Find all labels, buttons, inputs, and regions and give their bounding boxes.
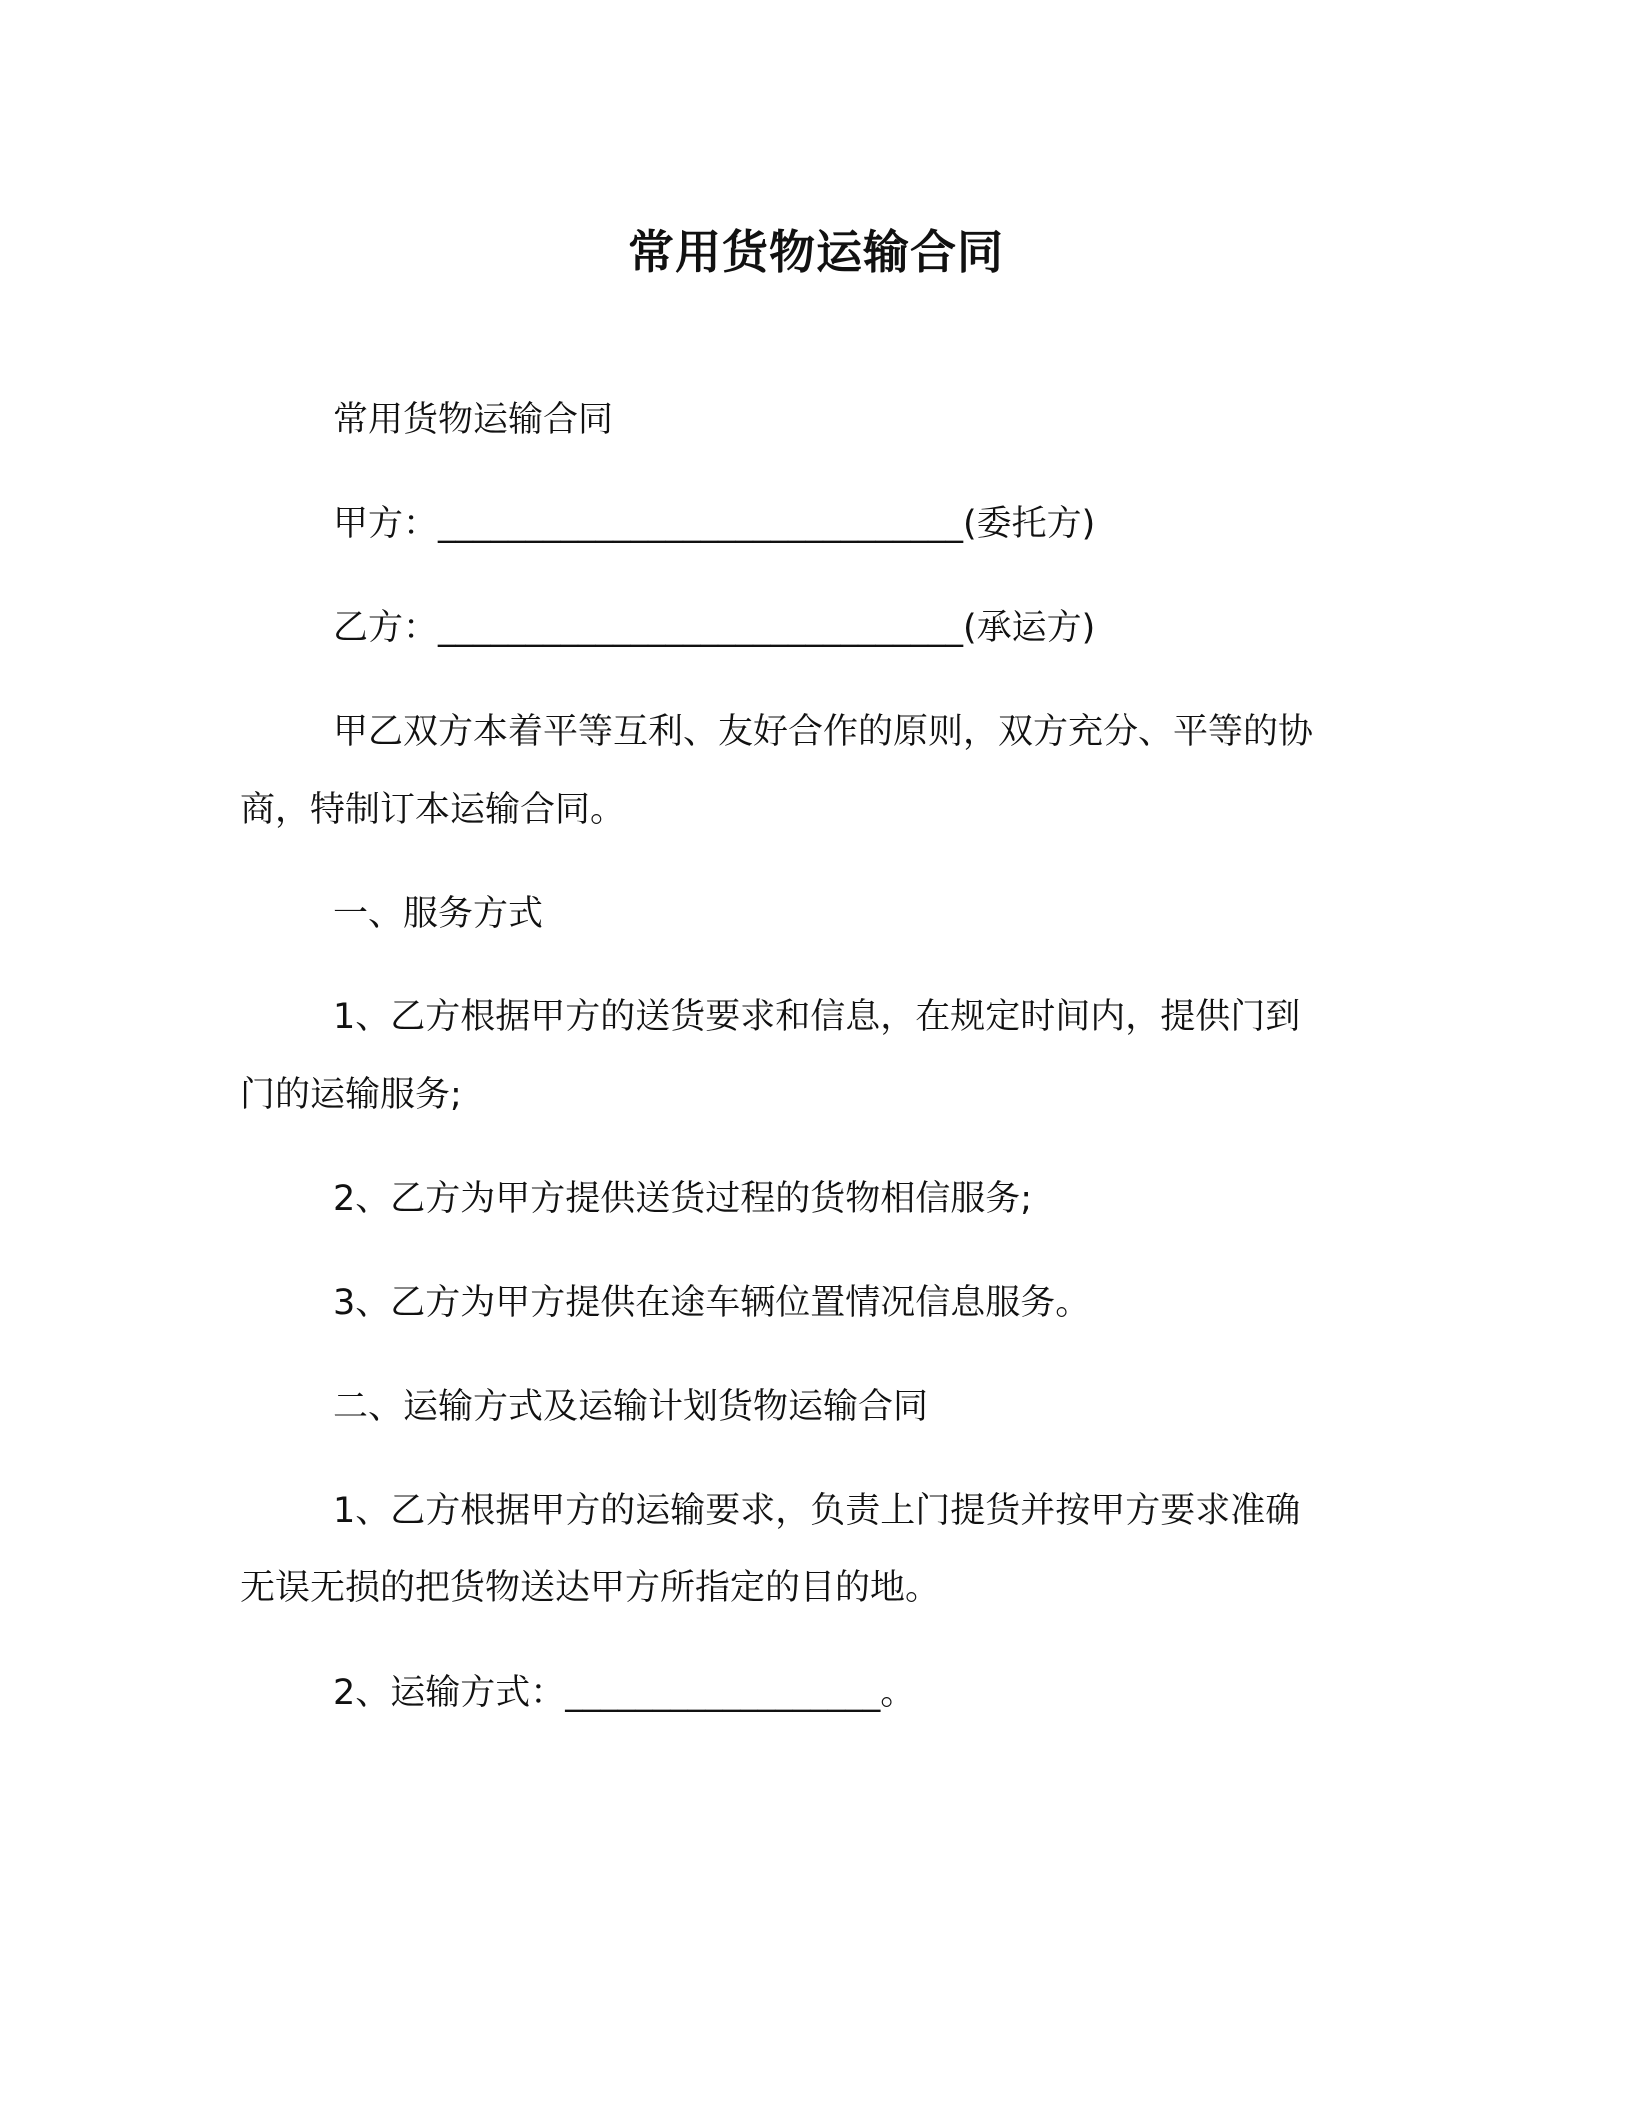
preamble-line-1: 甲乙双方本着平等互利、友好合作的原则，双方充分、平等的协 (333, 712, 1314, 752)
preamble-line-2: 商，特制订本运输合同。 (240, 790, 626, 830)
section-one-heading: 一、服务方式 (333, 894, 544, 934)
section-one-item-1-line-1: 1、乙方根据甲方的送货要求和信息，在规定时间内，提供门到 (333, 997, 1301, 1037)
section-two-item-2: 2、运输方式：__________________。 (333, 1673, 916, 1713)
subtitle-line: 常用货物运输合同 (333, 400, 614, 440)
document-title: 常用货物运输合同 (628, 225, 1004, 279)
section-one-item-3: 3、乙方为甲方提供在途车辆位置情况信息服务。 (333, 1283, 1091, 1323)
section-one-item-1-line-2: 门的运输服务; (240, 1075, 462, 1115)
section-two-item-1-line-2: 无误无损的把货物送达甲方所指定的目的地。 (240, 1568, 941, 1608)
section-two-item-1-line-1: 1、乙方根据甲方的运输要求，负责上门提货并按甲方要求准确 (333, 1491, 1301, 1531)
section-two-heading: 二、运输方式及运输计划货物运输合同 (333, 1387, 929, 1427)
section-one-item-2: 2、乙方为甲方提供送货过程的货物相信服务; (333, 1179, 1033, 1219)
party-b-line: 乙方：______________________________(承运方) (333, 608, 1096, 648)
party-a-line: 甲方：______________________________(委托方) (333, 504, 1096, 544)
